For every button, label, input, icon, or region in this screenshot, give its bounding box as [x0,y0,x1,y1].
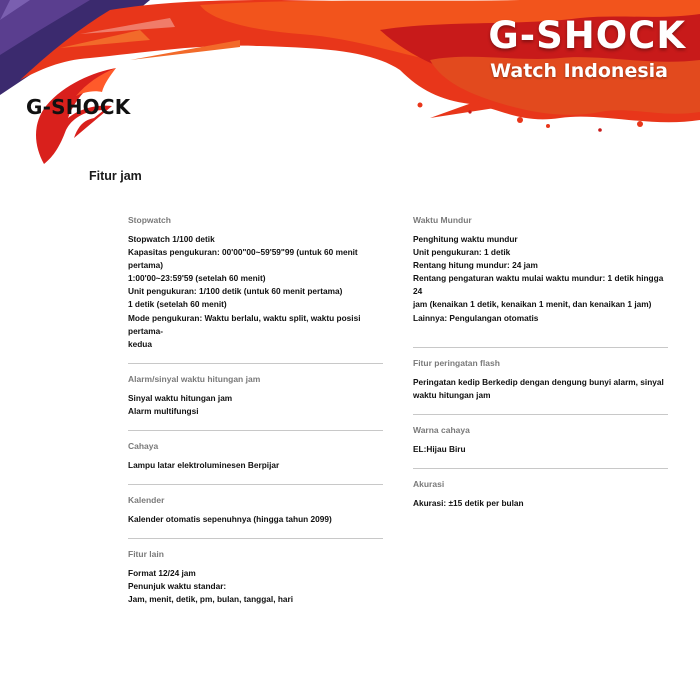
spec-line: Format 12/24 jam [128,568,196,579]
section-body [413,233,668,337]
spec-line: Penghitung waktu mundur [413,234,518,244]
section-heading: Cahaya [128,441,159,452]
section-akurasi [413,479,668,522]
features-left-column [128,205,383,619]
section-warna-cahaya [413,425,668,469]
spec-line: Mode pengukuran: Waktu berlalu, waktu split, waktu posisi pertama- [128,312,361,336]
section-heading: Warna cahaya [413,425,470,436]
section-body [413,497,668,522]
spec-line: Unit pengukuran: 1 detik [413,247,511,258]
spec-line: Peringatan kedip Berkedip dengan dengung bunyi alarm, sinyal [413,377,664,387]
section-body [128,459,383,484]
spec-line: kedua [128,338,152,349]
spec-line: Sinyal waktu hitungan jam [128,392,233,403]
section-body [128,513,383,538]
section-cahaya [128,441,383,485]
section-heading: Kalender [128,495,165,506]
spec-line: jam (kenaikan 1 detik, kenaikan 1 menit, dan kenaikan 1 jam) [413,299,652,310]
section-body [413,376,668,414]
section-body [413,443,668,468]
spec-line: EL:Hijau Biru [413,444,466,455]
spec-line: pertama) [128,260,164,271]
section-heading: Fitur lain [128,549,164,560]
section-heading: Fitur peringatan flash [413,358,500,368]
spec-line: 1:00'00~23:59'59 (setelah 60 menit) [128,273,266,284]
section-stopwatch [128,215,383,364]
brand-title: G-SHOCK [488,14,686,57]
spec-line: Rentang hitung mundur: 24 jam [413,260,538,271]
section-flash [413,358,668,415]
section-body [128,233,383,363]
spec-line: Rentang pengaturan waktu mulai waktu mundur: 1 detik hingga 24 [413,273,664,297]
spec-line: Lampu latar elektroluminesen Berpijar [128,460,280,471]
spec-line: Lainnya: Pengulangan otomatis [413,312,539,323]
section-alarm [128,374,383,431]
brand-subtitle: Watch Indonesia [490,60,668,82]
spec-line: Kapasitas pengukuran: 00'00"00~59'59"99 (untuk 60 menit [128,247,358,258]
section-body [128,392,383,430]
section-heading: Alarm/sinyal waktu hitungan jam [128,373,261,384]
section-heading: Stopwatch [128,215,171,225]
section-heading: Waktu Mundur [413,215,472,225]
spec-line: Alarm multifungsi [128,405,199,416]
spec-line: 1 detik (setelah 60 menit) [128,299,227,310]
features-right-column [413,205,668,522]
section-waktu-mundur [413,215,668,348]
section-heading: Akurasi [413,479,445,490]
logo-wordmark: G-SHOCK [26,95,131,119]
page-title: Fitur jam [89,169,142,183]
spec-line: waktu hitungan jam [413,390,491,401]
section-fitur-lain [128,549,383,618]
spec-line: Jam, menit, detik, pm, bulan, tanggal, hari [128,594,294,605]
spec-line: Stopwatch 1/100 detik [128,234,215,244]
spec-line: Unit pengukuran: 1/100 detik (untuk 60 menit pertama) [128,286,343,297]
spec-line: Kalender otomatis sepenuhnya (hingga tahun 2099) [128,514,332,525]
spec-line: Akurasi: ±15 detik per bulan [413,498,524,509]
section-body [128,567,383,618]
section-kalender [128,495,383,539]
spec-line: Penunjuk waktu standar: [128,581,227,592]
